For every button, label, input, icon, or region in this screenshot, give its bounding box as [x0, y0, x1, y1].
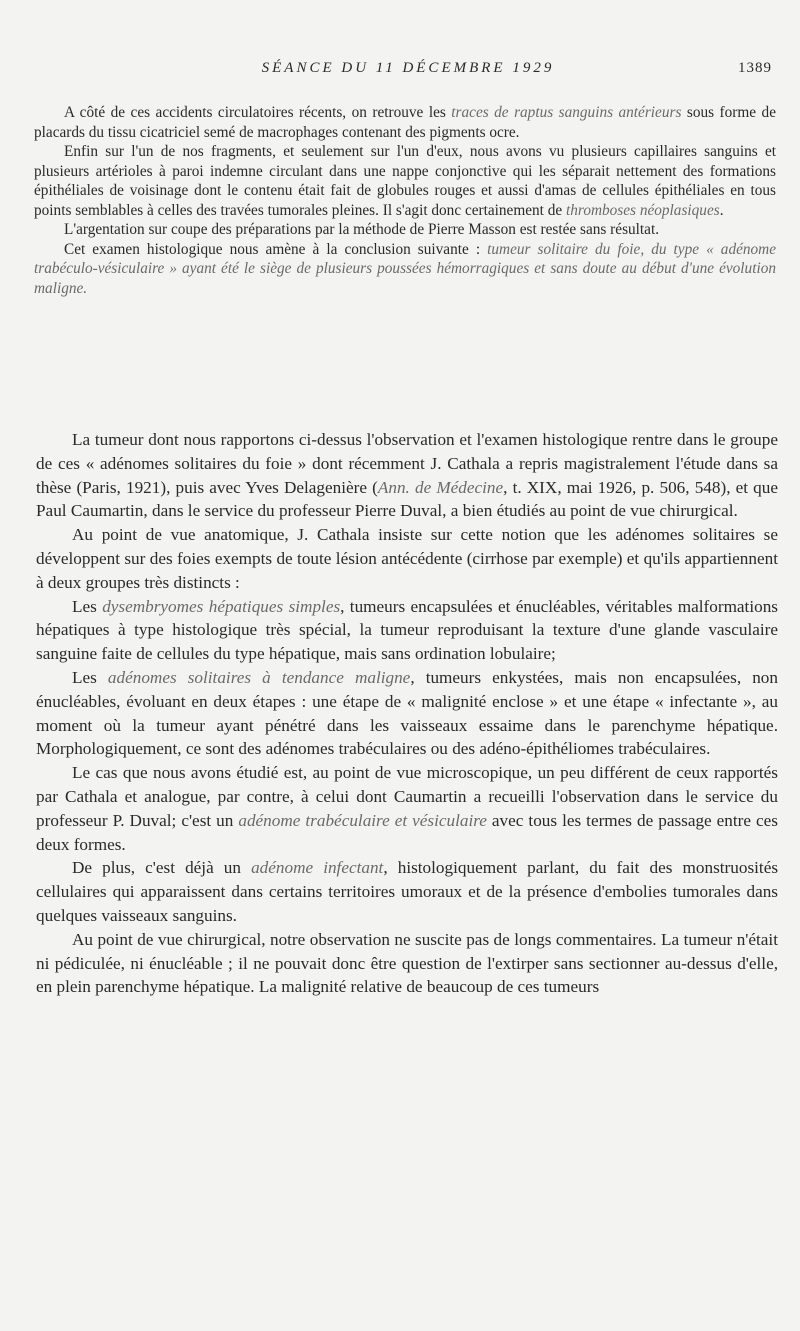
paragraph [36, 523, 778, 594]
italic-phrase: adénome infectant [251, 858, 384, 878]
histology-findings-section [34, 103, 776, 298]
italic-phrase: thromboses néoplasiques [566, 201, 720, 219]
italic-phrase: dysembryomes hépatiques simples [102, 596, 341, 616]
text-run: Cet examen histologique nous amène à la conclusion suivante : [64, 240, 488, 258]
text-run: Enfin sur l'un de nos fragments, et seulement sur l'un d'eux, nous avons vu plusieurs capillaires sanguins et plusieurs artérioles à paroi indemne circulant dans une nappe conjonctive qui les séparait nettement des formations épithéliales de voisinage dont le contenu était fait de globules rouges et aussi d'amas de cellules épithéliales en tous points semblables à celles des travées tumorales pleines. Il s'agit donc certainement de [34, 143, 776, 219]
text-run: Le cas que nous avons étudié est, au point de vue microscopique, un peu différent de ceux rapportés par Cathala et analogue, par contre, à celui dont Caumartin a recueilli l'observation dans le service du professeur P. Duval; c'est un [36, 763, 778, 830]
paragraph [36, 428, 778, 523]
paragraph [34, 142, 776, 220]
text-run: , tumeurs enkystées, mais non encapsulées, non énucléables, évoluant en deux étapes : une étape de « malignité enclose » et une étape « infectante », au moment où la tumeur ayant pénétré dans les vaisseaux essaime dans le parenchyme hépatique. Morphologiquement, ce sont des adénomes trabéculaires ou des adéno-épithéliomes trabéculaires. [36, 667, 778, 759]
text-run: sous forme de placards du tissu cicatriciel semé de macrophages contenant des pigments ocre. [34, 104, 776, 141]
paragraph [34, 220, 776, 240]
paragraph [36, 595, 778, 666]
text-run: , t. XIX, mai 1926, p. 506, 548), et que Paul Caumartin, dans le service du professeur Pierre Duval, a bien étudiés au point de vue chirurgical. [36, 477, 778, 521]
text-run: La tumeur dont nous rapportons ci-dessus l'observation et l'examen histologique rentre dans le groupe de ces « adénomes solitaires du foie » dont récemment J. Cathala a repris magistralement l'étude dans sa thèse (Paris, 1921), puis avec Yves Delagenière ( [36, 430, 778, 497]
text-run: Les [72, 667, 108, 687]
paragraph [36, 666, 778, 761]
paragraph [36, 928, 778, 999]
text-run: . [719, 201, 724, 219]
italic-phrase: adénomes solitaires à tendance maligne [107, 667, 411, 687]
italic-phrase: tumeur solitaire du foie, du type « adénome trabéculo-vésiculaire » ayant été le siège de plusieurs poussées hémorragiques et sans doute au début d'une évolution maligne. [34, 240, 777, 297]
text-run: Au point de vue chirurgical, notre observation ne suscite pas de longs commentaires. La tumeur n'était ni pédiculée, ni énucléable ; il ne pouvait donc être question de l'extirper sans sectionner au-dessus d'elle, en plein parenchyme hépatique. La malignité relative de beaucoup de ces tumeurs [36, 929, 778, 997]
text-run: , histologiquement parlant, du fait des monstruosités cellulaires qui apparaissent dans certains territoires umoraux et de la présence d'embolies tumorales dans quelques vaisseaux sanguins. [36, 858, 779, 925]
running-title: SÉANCE DU 11 DÉCEMBRE 1929 [261, 60, 555, 76]
italic-phrase: traces de raptus sanguins antérieurs [451, 104, 682, 121]
text-run: , tumeurs encapsulées et énucléables, véritables malformations hépatiques à type histologique très spécial, la tumeur reproduisant la texture d'une glande vasculaire sanguine faite de cellules du type hépatique, mais sans ordination lobulaire; [36, 596, 778, 664]
text-run: A côté de ces accidents circulatoires récents, on retrouve les [64, 104, 452, 121]
page-header [36, 60, 780, 82]
paragraph [34, 240, 776, 299]
paragraph [36, 761, 778, 856]
text-run: Les [72, 596, 103, 616]
italic-phrase: Ann. de Médecine [377, 477, 504, 497]
text-run: Au point de vue anatomique, J. Cathala insiste sur cette notion que les adénomes solitaires se développent sur des foies exempts de toute lésion antécédente (cirrhose par exemple) et qu'ils appartiennent à deux groupes très distincts : [36, 525, 778, 592]
text-run: avec tous les termes de passage entre ces deux formes. [36, 810, 778, 854]
paragraph [36, 856, 778, 927]
text-run: De plus, c'est déjà un [72, 858, 252, 878]
paragraph [34, 103, 776, 142]
text-run: L'argentation sur coupe des préparations par la méthode de Pierre Masson est restée sans résultat. [64, 221, 660, 238]
italic-phrase: adénome trabéculaire et vésiculaire [238, 810, 487, 830]
discussion-section [36, 428, 778, 999]
page-number: 1389 [738, 60, 772, 76]
